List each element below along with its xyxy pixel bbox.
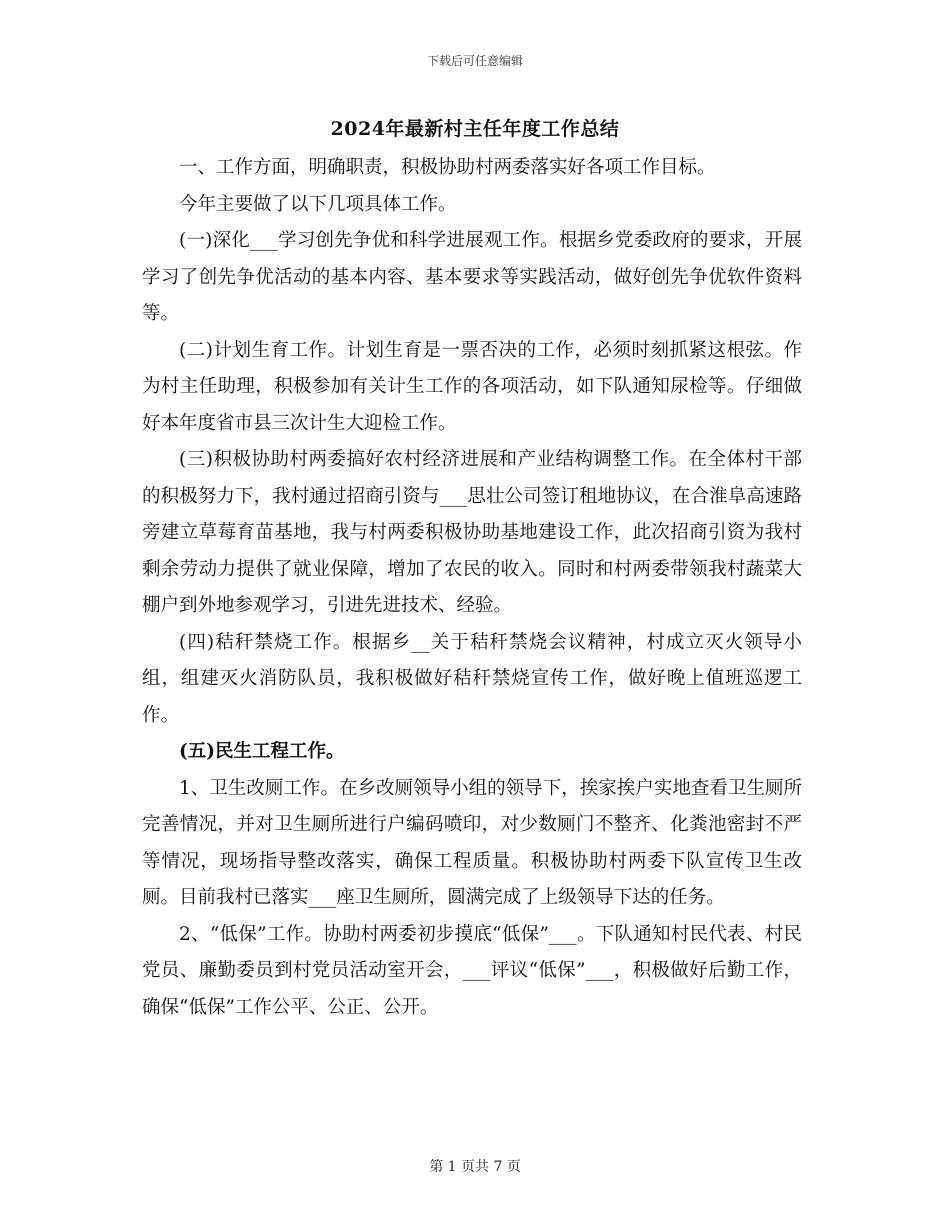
paragraph-subitem-2: 2、“低保”工作。协助村两委初步摸底“低保”___。下队通知村民代表、村民党员、廉勤委员到村党员活动室开会，___评议“低保”___，积极做好后勤工作，确保“低保”工作公平、公正、公开。	[142, 923, 802, 1018]
page-number: 第 1 页共 7 页	[429, 1159, 521, 1175]
paragraph-item-1: (一)深化___学习创先争优和科学进展观工作。根据乡党委政府的要求，开展学习了创先争优活动的基本内容、基本要求等实践活动，做好创先争优软件资料等。	[142, 230, 802, 324]
document-title: 2024年最新村主任年度工作总结	[330, 118, 620, 140]
header-note: 下载后可任意编辑	[426, 54, 523, 68]
paragraph-item-5-heading: (五)民生工程工作。	[179, 741, 345, 762]
paragraph-section-1-heading: 一、工作方面，明确职责，积极协助村两委落实好各项工作目标。	[179, 157, 716, 178]
paragraph-item-4: (四)秸秆禁烧工作。根据乡__关于秸秆禁烧会议精神，村成立灭火领导小组，组建灭火消防队员，我积极做好秸秆禁烧宣传工作，做好晚上值班巡逻工作。	[142, 631, 802, 726]
paragraph-item-2: (二)计划生育工作。计划生育是一票否决的工作，必须时刻抓紧这根弦。作为村主任助理，积极参加有关计生工作的各项活动，如下队通知尿检等。仔细做好本年度省市县三次计生大迎检工作。	[142, 339, 802, 434]
document-body	[142, 150, 802, 1026]
paragraph-intro: 今年主要做了以下几项具体工作。	[179, 193, 457, 215]
paragraph-subitem-1: 1、卫生改厕工作。在乡改厕领导小组的领导下，挨家挨户实地查看卫生厕所完善情况，并对卫生厕所进行户编码喷印，对少数厕门不整齐、化粪池密封不严等情况，现场指导整改落实，确保工程质量。积极协助村两委下队宣传卫生改厕。目前我村已落实___座卫生厕所，圆满完成了上级领导下达的任务。	[142, 777, 802, 908]
paragraph-item-3: (三)积极协助村两委搞好农村经济进展和产业结构调整工作。在全体村干部的积极努力下，我村通过招商引资与___思壮公司签订租地协议，在合淮阜高速路旁建立草莓育苗基地，我与村两委积极协助基地建设工作，此次招商引资为我村剩余劳动力提供了就业保障，增加了农民的收入。同时和村两委带领我村蔬菜大棚户到外地参观学习，引进先进技术、经验。	[142, 449, 802, 616]
